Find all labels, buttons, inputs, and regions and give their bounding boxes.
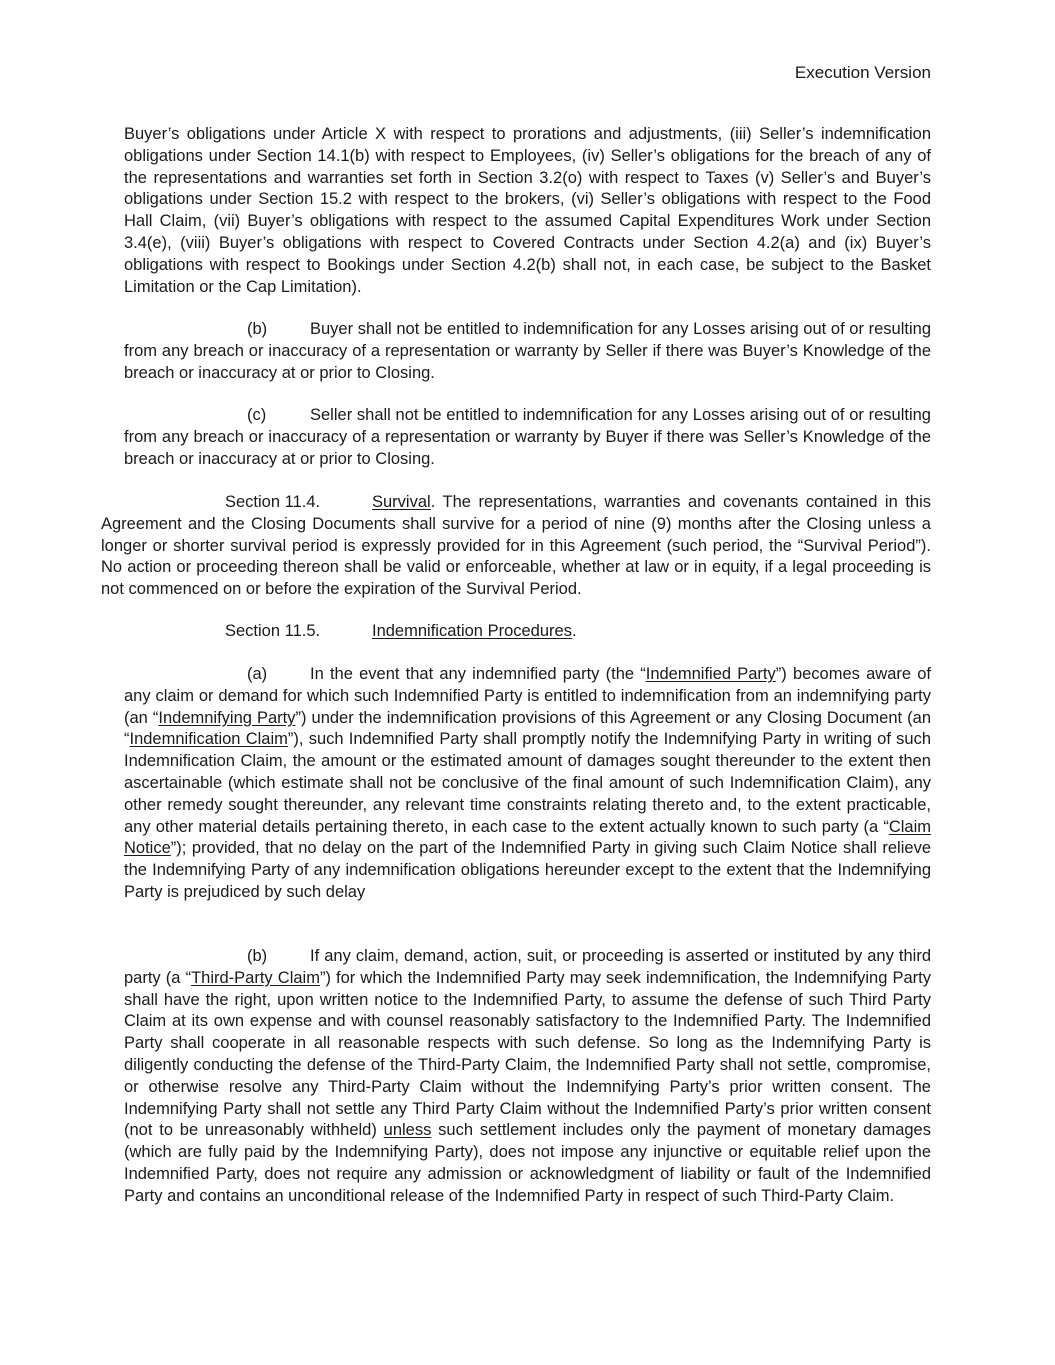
paragraph-number: (b)	[247, 320, 268, 338]
paragraph-b-buyer	[124, 319, 931, 384]
section-title: Indemnification Procedures	[372, 622, 572, 640]
paragraph-text: Buyer shall not be entitled to indemnification for any Losses arising out of or resulting from any breach or inaccuracy of a representation or warranty by Seller if there was Buyer’s Knowledge of the breach or inaccuracy at or prior to Closing.	[124, 320, 931, 382]
section-number: Section 11.4.	[225, 493, 321, 511]
paragraph-b-third-party: (b) If any claim, demand, action, suit, or proceeding is asserted or instituted by any third party (a “Third-Party Claim”) for which the Indemnified Party may seek indemnification, the Indemnifying Party shall have the right, upon written notice to the Indemnified Party, to assume the defense of such Third Party Claim at its own expense and with counsel reasonably satisfactory to the Indemnified Party. The Indemnified Party shall cooperate in all reasonable respects with such defense. So long as the Indemnifying Party is diligently conducting the defense of the Third-Party Claim, the Indemnified Party shall not settle, compromise, or otherwise resolve any Third-Party Claim without the Indemnifying Party’s prior written consent. The Indemnifying Party shall not settle any Third Party Claim without the Indemnified Party’s prior written consent (not to be unreasonably withheld) unless such settlement includes only the payment of monetary damages (which are fully paid by the Indemnifying Party), does not impose any injunctive or equitable relief upon the Indemnified Party, does not require any admission or acknowledgment of liability or fault of the Indemnified Party and contains an unconditional release of the Indemnified Party in respect of such Third-Party Claim.	[124, 947, 931, 1205]
section-number: Section 11.5.	[225, 622, 321, 640]
paragraph-number: (a)	[247, 665, 268, 683]
paragraph-number: (b)	[247, 947, 268, 965]
section-11-5-heading: Section 11.5. Indemnification Procedures.	[101, 621, 931, 643]
paragraph-a-procedures: (a) In the event that any indemnified party (the “Indemnified Party”) becomes aware of any claim or demand for which such Indemnified Party is entitled to indemnification from an indemnifying party (an “Indemnifying Party”) under the indemnification provisions of this Agreement or any Closing Document (an “Indemnification Claim”), such Indemnified Party shall promptly notify the Indemnifying Party in writing of such Indemnification Claim, the amount or the estimated amount of damages sought thereunder to the extent then ascertainable (which estimate shall not be conclusive of the final amount of such Indemnification Claim), any other remedy sought thereunder, any relevant time constraints relating thereto and, to the extent practicable, any other material details pertaining thereto, in each case to the extent actually known to such party (a “Claim Notice”); provided, that no delay on the part of the Indemnified Party in giving such Claim Notice shall relieve the Indemnifying Party of any indemnification obligations hereunder except to the extent that the Indemnifying Party is prejudiced by such delay	[124, 665, 931, 901]
section-title: Survival	[372, 493, 431, 511]
paragraph-continuation	[124, 124, 931, 298]
section-11-4-survival	[101, 492, 931, 601]
paragraph-c-seller	[124, 405, 931, 470]
defined-term: Claim Notice	[124, 817, 931, 858]
section-text: . The representations, warranties and covenants contained in this Agreement and the Closing Documents shall survive for a period of nine (9) months after the Closing unless a longer or shorter survival period is expressly provided for in this Agreement (such period, the “Survival Period”). No action or proceeding thereon shall be valid or enforceable, whether at law or in equity, if a legal proceeding is not commenced on or before the expiration of the Survival Period.	[101, 493, 931, 599]
defined-term: Third-Party Claim	[191, 968, 320, 987]
paragraph-text: Buyer’s obligations under Article X with respect to prorations and adjustments, (iii) Seller’s indemnification obligations under Section 14.1(b) with respect to Employees, (iv) Seller’s obligations for the breach of any of the representations and warranties set forth in Section 3.2(o) with respect to Taxes (v) Seller’s and Buyer’s obligations under Section 15.2 with respect to the brokers, (vi) Seller’s obligations with respect to the Food Hall Claim, (vii) Buyer’s obligations with respect to the assumed Capital Expenditures Work under Section 3.4(e), (viii) Buyer’s obligations with respect to Covered Contracts under Section 4.2(a) and (ix) Buyer’s obligations with respect to Bookings under Section 4.2(b) shall not, in each case, be subject to the Basket Limitation or the Cap Limitation).	[124, 125, 931, 296]
emphasis-unless: unless	[383, 1121, 432, 1140]
defined-term: Indemnification Claim	[129, 730, 288, 749]
execution-version-header: Execution Version	[794, 63, 931, 82]
defined-term: Indemnified Party	[645, 665, 776, 683]
paragraph-number: (c)	[247, 406, 267, 424]
defined-term: Indemnifying Party	[158, 708, 296, 727]
paragraph-text: Seller shall not be entitled to indemnification for any Losses arising out of or resulting from any breach or inaccuracy of a representation or warranty by Buyer if there was Seller’s Knowledge of the breach or inaccuracy at or prior to Closing.	[124, 406, 931, 468]
